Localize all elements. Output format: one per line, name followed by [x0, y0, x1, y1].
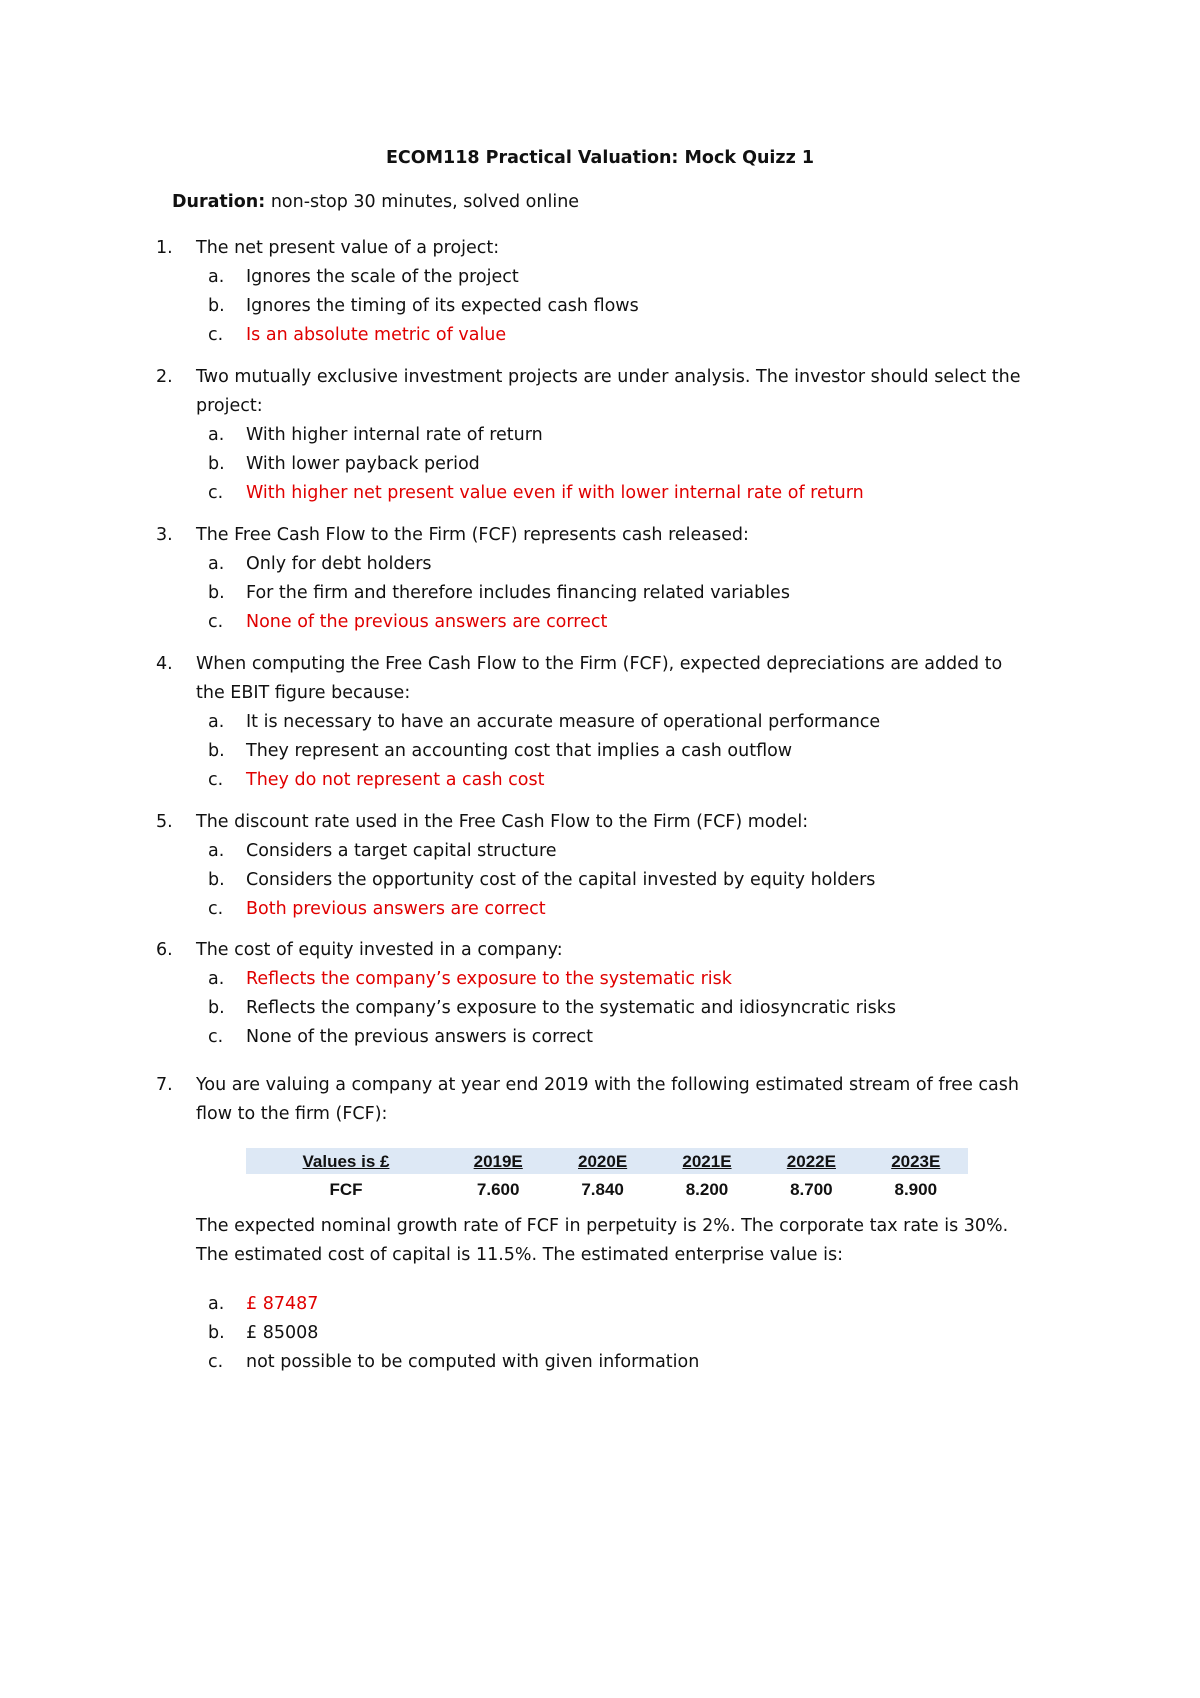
question-text: The cost of equity invested in a company:	[196, 940, 563, 960]
q2-option-a	[208, 421, 1046, 450]
q4-option-b	[208, 737, 1046, 766]
option-text: None of the previous answers is correct	[246, 1027, 594, 1047]
document-title: ECOM118 Practical Valuation: Mock Quizz 1	[385, 148, 815, 168]
q2-option-c-correct	[208, 479, 1046, 508]
question-7	[156, 1071, 1036, 1129]
option-text: They do not represent a cash cost	[246, 770, 545, 790]
option-text: not possible to be computed with given information	[246, 1352, 700, 1372]
q4-option-c-correct	[208, 766, 1046, 795]
option-text: Considers the opportunity cost of the capital invested by equity holders	[246, 870, 876, 890]
option-text: Is an absolute metric of value	[246, 325, 507, 345]
fcf-table	[246, 1148, 968, 1202]
question-number: 1.	[156, 238, 173, 258]
option-letter: b.	[208, 296, 225, 316]
option-text: With lower payback period	[246, 454, 480, 474]
option-letter: b.	[208, 1323, 225, 1343]
table-cell: 8.900	[894, 1180, 938, 1199]
option-text: Ignores the timing of its expected cash flows	[246, 296, 639, 316]
option-letter: b.	[208, 583, 225, 603]
table-header: 2019E	[473, 1152, 523, 1171]
option-letter: c.	[208, 899, 224, 919]
question-6	[156, 936, 1036, 965]
question-4	[156, 650, 1036, 708]
option-text: With higher internal rate of return	[246, 425, 543, 445]
option-letter: b.	[208, 454, 225, 474]
question-number: 4.	[156, 654, 173, 674]
table-cell: 8.200	[685, 1180, 729, 1199]
table-header: Values is £	[302, 1152, 390, 1171]
question-1	[156, 234, 1036, 263]
option-letter: b.	[208, 998, 225, 1018]
question-3	[156, 521, 1036, 550]
q5-option-a	[208, 837, 1046, 866]
duration-text: non-stop 30 minutes, solved online	[265, 192, 580, 212]
table-cell: 7.840	[581, 1180, 624, 1199]
table-cell: 8.700	[790, 1180, 833, 1199]
question-number: 2.	[156, 367, 173, 387]
q6-option-a-correct	[208, 965, 1046, 994]
option-letter: c.	[208, 1352, 224, 1372]
duration-line	[172, 192, 579, 212]
q7-option-b	[208, 1319, 1046, 1348]
table-row	[246, 1174, 968, 1202]
option-text: With higher net present value even if with lower internal rate of return	[246, 483, 864, 503]
question-text: Two mutually exclusive investment projects are under analysis. The investor should select the project:	[196, 367, 1021, 416]
q5-option-b	[208, 866, 1046, 895]
option-letter: c.	[208, 1027, 224, 1047]
q7-option-c	[208, 1348, 1046, 1377]
table-header: 2023E	[891, 1152, 941, 1171]
option-text: They represent an accounting cost that implies a cash outflow	[246, 741, 793, 761]
q1-option-a	[208, 263, 1046, 292]
option-text: £ 87487	[246, 1294, 319, 1314]
q2-option-b	[208, 450, 1046, 479]
q6-option-c	[208, 1023, 1046, 1052]
option-text: Both previous answers are correct	[246, 899, 546, 919]
table-cell: FCF	[329, 1180, 363, 1199]
table-cell: 7.600	[476, 1180, 520, 1199]
option-text: None of the previous answers are correct	[246, 612, 608, 632]
q3-option-a	[208, 550, 1046, 579]
option-letter: c.	[208, 325, 224, 345]
table-header: 2022E	[786, 1152, 836, 1171]
q4-option-a	[208, 708, 1046, 737]
q1-option-c-correct	[208, 321, 1046, 350]
question-number: 6.	[156, 940, 173, 960]
option-text: Reflects the company’s exposure to the systematic and idiosyncratic risks	[246, 998, 897, 1018]
q1-option-b	[208, 292, 1046, 321]
duration-label: Duration:	[172, 192, 266, 212]
q6-option-b	[208, 994, 1046, 1023]
q5-option-c-correct	[208, 895, 1046, 924]
option-text: Considers a target capital structure	[246, 841, 557, 861]
table-header-row	[246, 1148, 968, 1174]
q7-followup-text: The expected nominal growth rate of FCF in perpetuity is 2%. The corporate tax rate is 30%. The estimated cost of capital is 11.5%. The estimated enterprise value is:	[196, 1216, 1009, 1265]
option-letter: c.	[208, 483, 224, 503]
table-header: 2021E	[682, 1152, 732, 1171]
question-text: The discount rate used in the Free Cash Flow to the Firm (FCF) model:	[196, 812, 809, 832]
option-text: Only for debt holders	[246, 554, 432, 574]
option-letter: a.	[208, 969, 225, 989]
option-text: Ignores the scale of the project	[246, 267, 519, 287]
option-text: £ 85008	[246, 1323, 319, 1343]
option-letter: a.	[208, 841, 225, 861]
question-5	[156, 808, 1036, 837]
q7-option-a-correct	[208, 1290, 1046, 1319]
question-text: When computing the Free Cash Flow to the Firm (FCF), expected depreciations are added to the EBIT figure because:	[196, 654, 1003, 703]
option-letter: a.	[208, 1294, 225, 1314]
option-text: It is necessary to have an accurate measure of operational performance	[246, 712, 881, 732]
q3-option-b	[208, 579, 1046, 608]
question-text: You are valuing a company at year end 2019 with the following estimated stream of free cash flow to the firm (FCF):	[196, 1075, 1019, 1124]
option-text: For the firm and therefore includes financing related variables	[246, 583, 790, 603]
question-number: 7.	[156, 1075, 173, 1095]
option-letter: a.	[208, 267, 225, 287]
option-letter: c.	[208, 612, 224, 632]
question-number: 3.	[156, 525, 173, 545]
option-letter: b.	[208, 870, 225, 890]
option-letter: a.	[208, 554, 225, 574]
option-letter: b.	[208, 741, 225, 761]
option-text: Reflects the company’s exposure to the systematic risk	[246, 969, 732, 989]
option-letter: c.	[208, 770, 224, 790]
question-number: 5.	[156, 812, 173, 832]
q3-option-c-correct	[208, 608, 1046, 637]
question-text: The net present value of a project:	[196, 238, 500, 258]
question-text: The Free Cash Flow to the Firm (FCF) represents cash released:	[196, 525, 749, 545]
table-header: 2020E	[578, 1152, 628, 1171]
option-letter: a.	[208, 425, 225, 445]
option-letter: a.	[208, 712, 225, 732]
question-2	[156, 363, 1036, 421]
